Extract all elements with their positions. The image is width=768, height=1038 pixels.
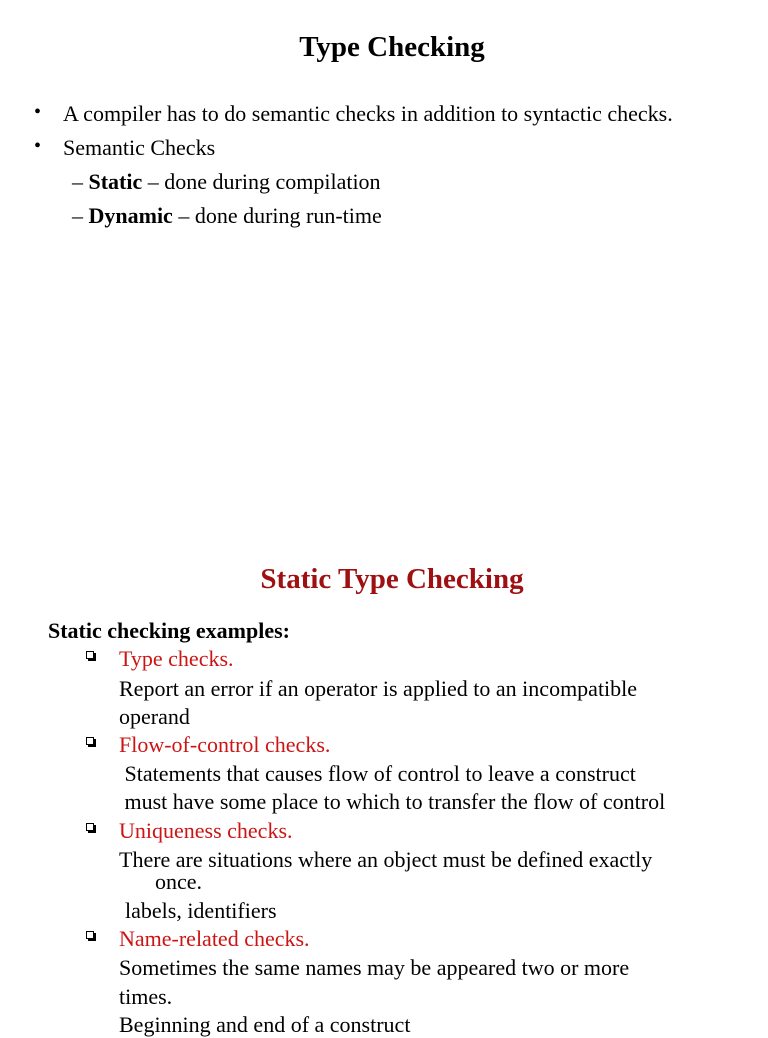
checkbox-bullet-icon <box>86 737 94 745</box>
item-heading-name: Name-related checks. <box>119 926 310 951</box>
slide2-title: Static Type Checking <box>260 563 524 595</box>
bullet-dot: • <box>34 135 42 157</box>
item-heading-type: Type checks. <box>119 646 234 671</box>
checkbox-bullet-icon <box>86 931 94 939</box>
bullet-text-2: Semantic Checks <box>63 135 216 160</box>
subbullet-dash: – <box>72 203 83 228</box>
item-line: Statements that causes flow of control to leave a construct <box>119 761 636 786</box>
item-heading-flow: Flow-of-control checks. <box>119 732 331 757</box>
subbullet-rest: – done during run-time <box>178 203 382 228</box>
checkbox-bullet-icon <box>86 651 94 659</box>
item-line: Beginning and end of a construct <box>119 1012 411 1037</box>
item-line: labels, identifiers <box>125 898 277 923</box>
item-line: times. <box>119 984 173 1009</box>
slide1-title: Type Checking <box>299 31 485 63</box>
subbullet-1 <box>72 169 381 195</box>
item-heading-uniqueness: Uniqueness checks. <box>119 818 293 843</box>
checkbox-bullet-icon <box>86 823 94 831</box>
item-line: Report an error if an operator is applied to an incompatible <box>119 676 638 701</box>
bullet-dot: • <box>34 101 42 123</box>
static-intro: Static checking examples: <box>48 618 290 643</box>
bullet-text-1: A compiler has to do semantic checks in addition to syntactic checks. <box>63 101 673 126</box>
subbullet-2 <box>72 203 382 229</box>
item-line: must have some place to which to transfer the flow of control <box>119 789 666 814</box>
item-line: once. <box>155 869 203 894</box>
item-line: operand <box>119 704 190 729</box>
item-line: Sometimes the same names may be appeared two or more <box>119 955 630 980</box>
subbullet-term-static: Static <box>88 169 143 194</box>
subbullet-rest: – done during compilation <box>147 169 381 194</box>
item-line: There are situations where an object must be defined exactly <box>119 847 653 872</box>
subbullet-dash: – <box>72 169 83 194</box>
subbullet-term-dynamic: Dynamic <box>88 203 173 228</box>
